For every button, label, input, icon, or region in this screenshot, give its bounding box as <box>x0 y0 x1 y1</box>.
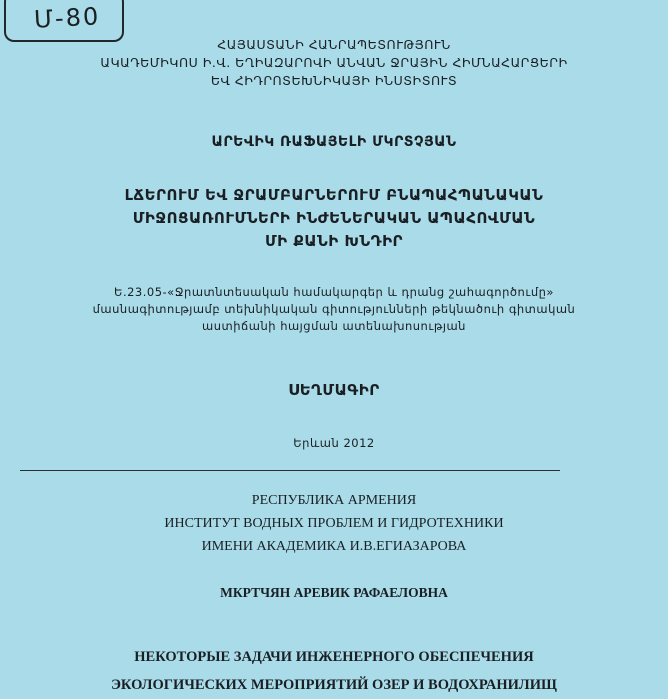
russian-thesis-title <box>0 643 668 699</box>
armenian-title-line-3: ՄԻ ՔԱՆԻ ԽՆԴԻՐ <box>264 232 404 250</box>
armenian-specialty-line-1: Ե.23.05-«Ջրատնտեսական համակարգեր և դրանց շահագործումը» <box>114 285 554 299</box>
armenian-specialty-text <box>0 284 668 335</box>
library-stamp-code: Մ-80 <box>33 2 101 34</box>
russian-title-line-2: ЭКОЛОГИЧЕСКИХ МЕРОПРИЯТИЙ ОЗЕР И ВОДОХРАНИЛИЩ <box>111 677 557 693</box>
russian-title-line-1: НЕКОТОРЫЕ ЗАДАЧИ ИНЖЕНЕРНОГО ОБЕСПЕЧЕНИЯ <box>134 649 534 665</box>
armenian-specialty-line-2: մասնագիտությամբ տեխնիկական գիտությունների թեկնածուի գիտական <box>92 302 576 316</box>
armenian-title-line-2: ՄԻՋՈՑԱՌՈՒՄՆԵՐԻ ԻՆԺԵՆԵՐԱԿԱՆ ԱՊԱՀՈՎՄԱՆ <box>132 209 536 227</box>
armenian-institute-line-3: ԵՎ ՀԻԴՐՈՏԵԽՆԻԿԱՅԻ ԻՆՍՏԻՏՈՒՏ <box>210 73 458 88</box>
armenian-thesis-title <box>0 184 668 253</box>
armenian-institute-header <box>0 36 668 90</box>
armenian-city-year: Երևան 2012 <box>293 436 375 450</box>
russian-institute-line-1: РЕСПУБЛИКА АРМЕНИЯ <box>251 493 417 508</box>
russian-institute-line-2: ИНСТИТУТ ВОДНЫХ ПРОБЛЕМ И ГИДРОТЕХНИКИ <box>164 516 504 531</box>
section-divider <box>20 470 560 471</box>
armenian-institute-line-2: ԱԿԱԴԵՄԻԿՈՍ Ի.Վ. ԵՂԻԱԶԱՐՈՎԻ ԱՆՎԱՆ ՋՐԱՅԻՆ ՀԻՄՆԱՀԱՐՑԵՐԻ <box>100 55 568 70</box>
russian-institute-line-3: ИМЕНИ АКАДЕМИКА И.В.ЕГИАЗАРОВА <box>201 539 467 554</box>
armenian-specialty-line-3: աստիճանի հայցման ատենախոսության <box>202 319 466 333</box>
russian-author-name: МКРТЧЯН АРЕВИК РАФАЕЛОВНА <box>220 585 448 600</box>
armenian-author-name: ԱՐԵՎԻԿ ՌԱՖԱՅԵԼԻ ՄԿՐՏՉՅԱՆ <box>211 134 457 150</box>
russian-institute-header <box>0 489 668 558</box>
armenian-institute-line-1: ՀԱՅԱՍՏԱՆԻ ՀԱՆՐԱՊԵՏՈՒԹՅՈՒՆ <box>217 37 451 52</box>
armenian-document-type: ՍԵՂՄԱԳԻՐ <box>288 381 380 399</box>
armenian-title-line-1: ԼՃԵՐՈՒՄ ԵՎ ՋՐԱՄԲԱՐՆԵՐՈՒՄ ԲՆԱՊԱՀՊԱՆԱԿԱՆ <box>124 186 544 204</box>
